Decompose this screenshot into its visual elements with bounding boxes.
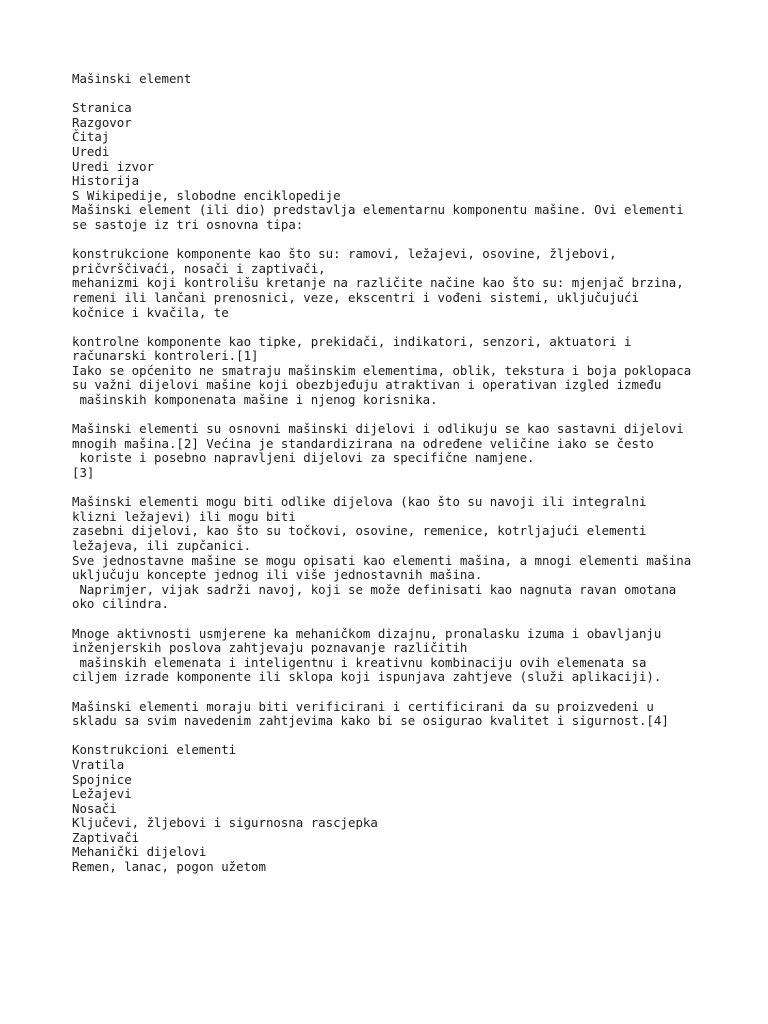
text-line: zasebni dijelovi, kao što su točkovi, osovine, remenice, kotrljajući elementi <box>72 523 647 539</box>
text-line: Mašinski elementi su osnovni mašinski dijelovi i odlikuju se kao sastavni dijelovi <box>72 421 684 437</box>
text-line <box>72 87 712 102</box>
text-line: Mašinski elementi moraju biti verificirani i certificirani da su proizvedeni u <box>72 698 654 714</box>
text-line <box>72 481 712 496</box>
text-line: Zaptivači <box>72 829 140 845</box>
text-line: Uredi izvor <box>72 158 155 174</box>
document-body <box>72 72 712 875</box>
text-line: mnogih mašina.[2] Većina je standardizirana na određene veličine iako se često <box>72 435 654 451</box>
text-line: uključuju koncepte jednog ili više jednostavnih mašina. <box>72 567 483 583</box>
text-line: Historija <box>72 173 140 189</box>
text-line: Vratila <box>72 756 125 772</box>
text-line: Ležajevi <box>72 786 132 802</box>
text-line: Mašinski element <box>72 71 192 86</box>
text-line: Mašinski elementi mogu biti odlike dijelova (kao što su navoji ili integralni <box>72 494 647 510</box>
text-line: se sastoje iz tri osnovna tipa: <box>72 216 304 232</box>
text-line: Uredi <box>72 143 110 159</box>
text-line: Naprimjer, vijak sadrži navoj, koji se može definisati kao nagnuta ravan omotana <box>72 581 677 597</box>
text-line <box>72 612 712 627</box>
text-line: klizni ležajevi) ili mogu biti <box>72 508 296 524</box>
text-line: skladu sa svim navedenim zahtjevima kako bi se osigurao kvalitet i sigurnost.[4] <box>72 713 669 729</box>
text-line <box>72 320 712 335</box>
text-line: Mehanički dijelovi <box>72 844 207 860</box>
text-line: Spojnice <box>72 771 132 787</box>
text-line <box>72 729 712 744</box>
text-line: mehanizmi koji kontrolišu kretanje na različite načine kao što su: mjenjač brzina, <box>72 275 684 291</box>
text-line: Iako se općenito ne smatraju mašinskim elementima, oblik, tekstura i boja poklopaca <box>72 362 692 378</box>
text-line: inženjerskih poslova zahtjevaju poznavanje različitih <box>72 640 468 656</box>
text-line: mašinskih elemenata i inteligentnu i kreativnu kombinaciju ovih elemenata sa <box>72 654 647 670</box>
text-line: Konstrukcioni elementi <box>72 742 237 758</box>
text-line: pričvrščivaći, nosači i zaptivači, <box>72 260 326 276</box>
text-line: ciljem izrade komponente ili sklopa koji ispunjava zahtjeve (služi aplikaciji). <box>72 669 662 685</box>
text-line: kočnice i kvačila, te <box>72 304 229 320</box>
text-line <box>72 233 712 248</box>
text-line: koriste i posebno napravljeni dijelovi za specifične namjene. <box>72 450 535 466</box>
text-line: Ključevi, žljebovi i sigurnosna rascjepka <box>72 815 378 831</box>
text-line <box>72 408 712 423</box>
text-line: oko cilindra. <box>72 596 169 612</box>
text-line: su važni dijelovi mašine koji obezbjeđuju atraktivan i operativan izgled između <box>72 377 662 393</box>
text-line: Remen, lanac, pogon užetom <box>72 859 266 875</box>
text-line: Mašinski element (ili dio) predstavlja elementarnu komponentu mašine. Ovi elementi <box>72 202 684 218</box>
text-line: kontrolne komponente kao tipke, prekidači, indikatori, senzori, aktuatori i <box>72 333 632 349</box>
text-line: računarski kontroleri.[1] <box>72 348 259 364</box>
text-line: Nosači <box>72 800 117 816</box>
text-line: S Wikipedije, slobodne enciklopedije <box>72 187 341 203</box>
text-line: Mnoge aktivnosti usmjerene ka mehaničkom dizajnu, pronalasku izuma i obavljanju <box>72 625 662 641</box>
text-line: konstrukcione komponente kao što su: ramovi, ležajevi, osovine, žljebovi, <box>72 246 617 262</box>
text-line <box>72 685 712 700</box>
text-line: Stranica <box>72 100 132 116</box>
text-line: [3] <box>72 465 95 481</box>
text-line: mašinskih komponenata mašine i njenog korisnika. <box>72 392 438 408</box>
text-line: Razgovor <box>72 114 132 130</box>
text-line: Čitaj <box>72 129 110 145</box>
text-line: remeni ili lančani prenosnici, veze, ekscentri i vođeni sistemi, uključujući <box>72 289 639 305</box>
text-line: ležajeva, ili zupčanici. <box>72 538 252 553</box>
text-line: Sve jednostavne mašine se mogu opisati kao elementi mašina, a mnogi elementi mašina <box>72 552 692 568</box>
